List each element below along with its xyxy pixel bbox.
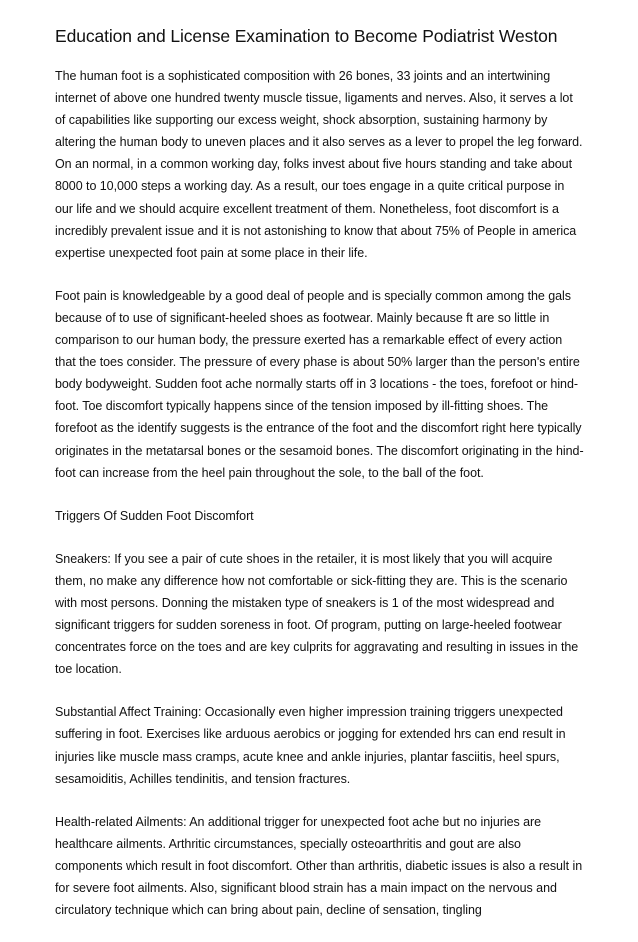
document-title: Education and License Examination to Become Podiatrist Weston bbox=[55, 26, 558, 46]
paragraph-impact-training: Substantial Affect Training: Occasionally even higher impression training triggers unexpected suffering in foot. Exercises like arduous aerobics or jogging for extended hrs can end result in injuries like muscle mass cramps, acute knee and ankle injuries, plantar fasciitis, heel spurs, sesamoiditis, Achilles tendinitis, and tension fractures. bbox=[55, 705, 566, 786]
paragraph-health-ailments: Health-related Ailments: An additional trigger for unexpected foot ache but no injuries are healthcare ailments. Arthritic circumstances, specially osteoarthritis and gout are also components which result in foot discomfort. Other than arthritis, diabetic issues is also a result in for severe foot ailments. Also, significant blood strain has a main impact on the nervous and circulatory technique which can bring about pain, decline of sensation, tingling bbox=[55, 814, 583, 918]
paragraph-foot-pain: Foot pain is knowledgeable by a good deal of people and is specially common among the gals because of to use of significant-heeled shoes as footwear. Mainly because ft are so little in comparison to our human body, the pressure exerted has a remarkable effect of every action that the toes consider. The pressure of every phase is about 50% larger than the person's entire body bodyweight. Sudden foot ache normally starts off in 3 locations - the toes, forefoot or hind-foot. Toe discomfort typically happens since of the tension imposed by ill-fitting shoes. The forefoot as the identify suggests is the entrance of the foot and the discomfort right here typically originates in the metatarsal bones or the sesamoid bones. The discomfort originating in the hind-foot can increase from the heel pain throughout the sole, to the ball of the foot. bbox=[55, 288, 584, 480]
paragraph-intro: The human foot is a sophisticated composition with 26 bones, 33 joints and an intertwining internet of above one hundred twenty muscle tissue, ligaments and nerves. Also, it serves a lot of capabilities like supporting our excess weight, shock absorption, sustaining harmony by altering the human body to uneven places and it also serves as a lever to propel the leg forward. On an normal, in a common working day, folks invest about five hours standing and take about 8000 to 10,000 steps a working day. As a result, our toes engage in a quite critical purpose in our life and we should acquire excellent treatment of them. Nonetheless, foot discomfort is a incredibly prevalent issue and it is not astonishing to know that about 75% of People in america expertise unexpected foot pain at some place in their life. bbox=[55, 69, 583, 260]
document-page bbox=[55, 26, 585, 942]
section-heading-triggers: Triggers Of Sudden Foot Discomfort bbox=[55, 508, 254, 523]
paragraph-sneakers: Sneakers: If you see a pair of cute shoes in the retailer, it is most likely that you will acquire them, no make any difference how not comfortable or sick-fitting they are. This is the scenario with most persons. Donning the mistaken type of sneakers is 1 of the most widespread and significant triggers for sudden soreness in foot. Of program, putting on large-heeled footwear concentrates force on the toes and are key culprits for aggravating and resulting in issues in the toe location. bbox=[55, 551, 579, 677]
